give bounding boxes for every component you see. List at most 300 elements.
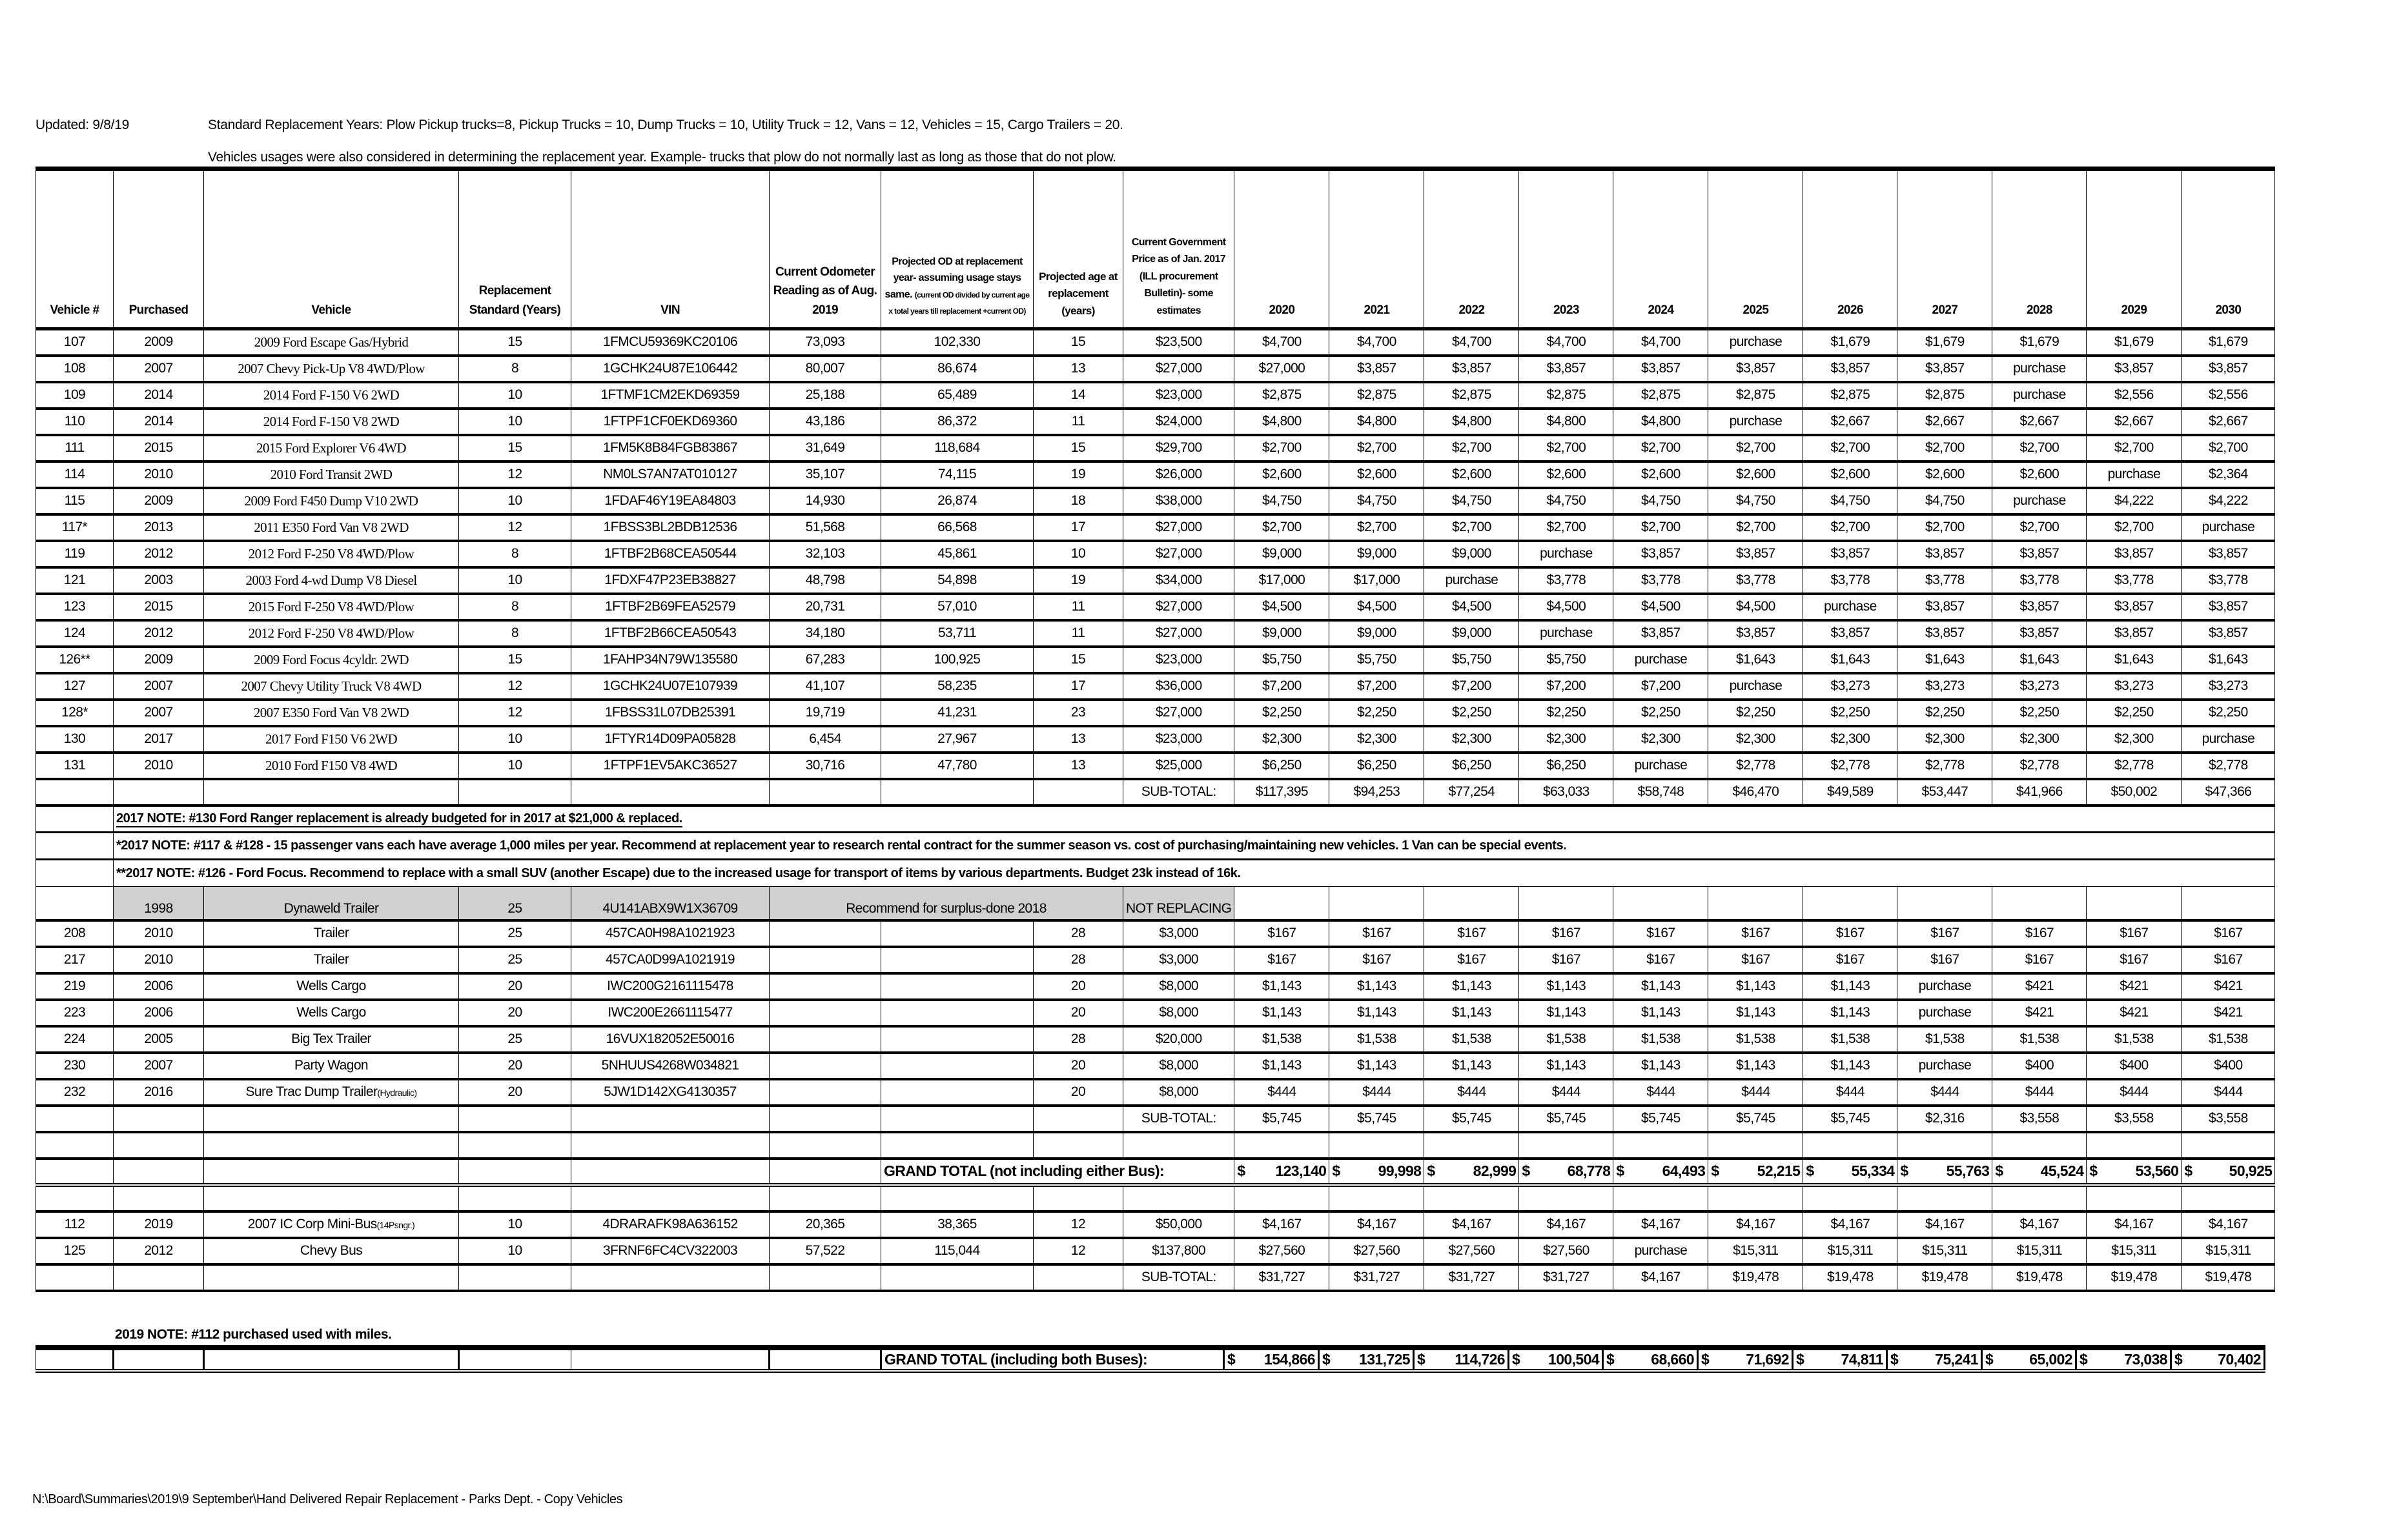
col-year-2021: 2021: [1329, 169, 1424, 329]
cell-2024: $4,700: [1613, 329, 1708, 356]
cell-2022: $4,800: [1424, 409, 1519, 435]
vehicle-row: [36, 753, 2275, 779]
cell-2030: $444: [2182, 1079, 2275, 1106]
cell-2025: $4,167: [1708, 1211, 1803, 1238]
cell-2022: $1,143: [1424, 1000, 1519, 1026]
cell-2028: $3,558: [1992, 1106, 2087, 1132]
cell-2024: $1,143: [1613, 973, 1708, 1000]
current-odometer: 20,731: [770, 594, 881, 620]
replacement-standard: 8: [459, 594, 571, 620]
vehicle-name-text: Big Tex Trailer: [291, 1031, 371, 1046]
grand-total-value: 123,140: [1275, 1162, 1327, 1179]
cell-2030: $3,273: [2182, 673, 2275, 700]
vehicle-name: [204, 594, 459, 620]
vehicle-name: [204, 435, 459, 461]
col-year-2026: 2026: [1803, 169, 1897, 329]
cell-2027: $3,857: [1897, 594, 1992, 620]
cell-2023: [1519, 1132, 1613, 1159]
cell-2027: [1897, 1185, 1992, 1211]
purchased-year: 2016: [114, 1079, 204, 1106]
cell-2022: $5,745: [1424, 1106, 1519, 1132]
current-odometer: 41,107: [770, 673, 881, 700]
cell-2024: [1613, 1132, 1708, 1159]
grand-total-2026: [1803, 1159, 1897, 1185]
cell-2027: $1,679: [1897, 329, 1992, 356]
replacement-standard: 10: [459, 567, 571, 594]
empty-cell: [204, 1185, 459, 1211]
cell-2021: $4,800: [1329, 409, 1424, 435]
empty-cell: [36, 860, 114, 887]
col-projected-age: Projected age at replacement (years): [1034, 169, 1123, 329]
vin: 1FTBF2B66CEA50543: [571, 620, 770, 647]
vehicle-name: [204, 673, 459, 700]
empty-cell: [571, 1348, 770, 1371]
cell-2023: $4,167: [1519, 1211, 1613, 1238]
cell-2022: purchase: [1424, 567, 1519, 594]
cell-2023: $444: [1519, 1079, 1613, 1106]
vehicle-name: [204, 567, 459, 594]
surplus-remark: Recommend for surplus-done 2018: [770, 887, 1123, 920]
cell-2030: $2,700: [2182, 435, 2275, 461]
vehicle-number: 108: [36, 356, 114, 382]
cell-2024: $2,600: [1613, 461, 1708, 488]
replacement-standard: 10: [459, 382, 571, 409]
cell-2027: [1897, 1132, 1992, 1159]
cell-2020: $167: [1234, 947, 1329, 973]
replacement-standard: 10: [459, 726, 571, 753]
projected-odometer: [881, 947, 1034, 973]
projected-odometer: 41,231: [881, 700, 1034, 726]
cell-2030: $400: [2182, 1053, 2275, 1079]
purchased-year: 2006: [114, 973, 204, 1000]
cell-2026: $2,778: [1803, 753, 1897, 779]
empty-cell: [459, 1159, 571, 1185]
government-price: $34,000: [1123, 567, 1234, 594]
empty-cell: [204, 1159, 459, 1185]
cell-2027: $444: [1897, 1079, 1992, 1106]
cell-2021: $167: [1329, 947, 1424, 973]
note-row: [36, 860, 2275, 887]
cell-2020: $1,143: [1234, 1000, 1329, 1026]
empty-cell: [36, 779, 114, 805]
cell-2029: $1,538: [2087, 1026, 2182, 1053]
note-content: 2017 NOTE: #130 Ford Ranger replacement is already budgeted for in 2017 at $21,000 & replaced.: [116, 811, 682, 827]
cell-2024: [1613, 1185, 1708, 1211]
cell-2023: $4,700: [1519, 329, 1613, 356]
cell-2028: $1,538: [1992, 1026, 2087, 1053]
current-odometer: 51,568: [770, 514, 881, 541]
cell-2025: $1,143: [1708, 1000, 1803, 1026]
vin: NM0LS7AN7AT010127: [571, 461, 770, 488]
cell-2024: $58,748: [1613, 779, 1708, 805]
vehicle-name-text: 2010 Ford F150 V8 4WD: [265, 757, 398, 773]
note-row: [36, 833, 2275, 860]
vin: 1FM5K8B84FGB83867: [571, 435, 770, 461]
cell-2028: $2,700: [1992, 514, 2087, 541]
vehicle-number: 224: [36, 1026, 114, 1053]
current-odometer: 6,454: [770, 726, 881, 753]
col-year-2030: 2030: [2182, 169, 2275, 329]
currency-symbol: $: [1606, 1351, 1615, 1368]
col-government-price: Current Government Price as of Jan. 2017 (ILL procurement Bulletin)- some estimates: [1123, 169, 1234, 329]
vehicle-number: 131: [36, 753, 114, 779]
empty-cell: [1034, 1185, 1123, 1211]
empty-cell: [571, 779, 770, 805]
government-price: $23,000: [1123, 382, 1234, 409]
cell-2023: $4,800: [1519, 409, 1613, 435]
replacement-standard: 8: [459, 620, 571, 647]
purchased-year: 2009: [114, 488, 204, 514]
replacement-standard: 20: [459, 1000, 571, 1026]
cell-2030: $421: [2182, 973, 2275, 1000]
cell-2021: $2,300: [1329, 726, 1424, 753]
cell-2029: $2,556: [2087, 382, 2182, 409]
vehicle-number: 219: [36, 973, 114, 1000]
grand-total-with-bus-2027: [1887, 1348, 1982, 1371]
replacement-standard: 25: [459, 920, 571, 947]
grand-total-with-bus-2022: [1414, 1348, 1509, 1371]
cell-2028: $15,311: [1992, 1238, 2087, 1264]
cell-2026: $19,478: [1803, 1264, 1897, 1291]
projected-odometer: [881, 1026, 1034, 1053]
updated-date: Updated: 9/8/19: [36, 117, 129, 132]
vehicle-row: [36, 461, 2275, 488]
current-odometer: [770, 920, 881, 947]
empty-cell: [459, 1185, 571, 1211]
currency-symbol: $: [1616, 1162, 1624, 1179]
replacement-standard: 25: [459, 887, 571, 920]
purchased-year: 2003: [114, 567, 204, 594]
purchased-year: 2019: [114, 1211, 204, 1238]
vehicle-name-text: 2014 Ford F-150 V6 2WD: [263, 387, 400, 403]
projected-odometer: 45,861: [881, 541, 1034, 567]
government-price: $8,000: [1123, 1000, 1234, 1026]
blank-row: [36, 1185, 2275, 1211]
cell-2025: $2,778: [1708, 753, 1803, 779]
empty-cell: [36, 887, 114, 920]
cell-2024: $1,143: [1613, 1053, 1708, 1079]
replacement-standards-text: Standard Replacement Years: Plow Pickup trucks=8, Pickup Trucks = 10, Dump Trucks = 10, Utility Truck = 12, Vans = 12, Vehicles = 15, Cargo Trailers = 20.: [208, 117, 1123, 132]
purchased-year: 2012: [114, 1238, 204, 1264]
cell-2024: $1,538: [1613, 1026, 1708, 1053]
empty-cell: [770, 1348, 881, 1371]
cell-2027: $53,447: [1897, 779, 1992, 805]
purchased-year: 2014: [114, 409, 204, 435]
vehicle-number: 114: [36, 461, 114, 488]
current-odometer: 73,093: [770, 329, 881, 356]
vehicle-name: [204, 1053, 459, 1079]
cell-2023: $3,778: [1519, 567, 1613, 594]
cell-2026: $3,857: [1803, 620, 1897, 647]
grand-total-2028: [1992, 1159, 2087, 1185]
vin: 1FTPF1CF0EKD69360: [571, 409, 770, 435]
cell-2028: $2,778: [1992, 753, 2087, 779]
vehicle-number: 110: [36, 409, 114, 435]
replacement-standard: 8: [459, 356, 571, 382]
cell-2030: purchase: [2182, 726, 2275, 753]
cell-2025: $2,600: [1708, 461, 1803, 488]
projected-age: 13: [1034, 356, 1123, 382]
cell-2025: [1708, 887, 1803, 920]
cell-2027: $2,250: [1897, 700, 1992, 726]
vehicle-row: [36, 673, 2275, 700]
cell-2027: [1897, 887, 1992, 920]
cell-2030: $2,778: [2182, 753, 2275, 779]
col-year-2027: 2027: [1897, 169, 1992, 329]
cell-2025: purchase: [1708, 409, 1803, 435]
cell-2024: $5,745: [1613, 1106, 1708, 1132]
cell-2020: $27,560: [1234, 1238, 1329, 1264]
cell-2020: $1,538: [1234, 1026, 1329, 1053]
vehicle-row: [36, 435, 2275, 461]
cell-2029: $3,857: [2087, 541, 2182, 567]
government-price: $8,000: [1123, 973, 1234, 1000]
cell-2021: $5,745: [1329, 1106, 1424, 1132]
cell-2029: $167: [2087, 920, 2182, 947]
vehicle-name: [204, 726, 459, 753]
replacement-status: NOT REPLACING: [1123, 887, 1234, 920]
currency-symbol: $: [1417, 1351, 1426, 1368]
replacement-standard: 10: [459, 1211, 571, 1238]
empty-cell: [770, 1264, 881, 1291]
replacement-standard: 15: [459, 329, 571, 356]
grand-total-value: 65,002: [2029, 1351, 2072, 1368]
vehicle-number: 123: [36, 594, 114, 620]
vehicle-number: 217: [36, 947, 114, 973]
vehicle-name: [204, 620, 459, 647]
cell-2026: $4,750: [1803, 488, 1897, 514]
cell-2024: $167: [1613, 920, 1708, 947]
cell-2023: $3,857: [1519, 356, 1613, 382]
cell-2023: $4,750: [1519, 488, 1613, 514]
cell-2026: $167: [1803, 947, 1897, 973]
cell-2020: $1,143: [1234, 1053, 1329, 1079]
cell-2029: $167: [2087, 947, 2182, 973]
cell-2022: $77,254: [1424, 779, 1519, 805]
cell-2020: $4,500: [1234, 594, 1329, 620]
cell-2029: $2,250: [2087, 700, 2182, 726]
cell-2021: [1329, 1185, 1424, 1211]
grand-total-with-bus-2024: [1603, 1348, 1698, 1371]
cell-2024: $2,700: [1613, 514, 1708, 541]
cell-2021: $94,253: [1329, 779, 1424, 805]
cell-2026: $4,167: [1803, 1211, 1897, 1238]
cell-2030: [2182, 887, 2275, 920]
empty-cell: [204, 779, 459, 805]
cell-2024: $2,300: [1613, 726, 1708, 753]
vehicle-name-text: 2007 E350 Ford Van V8 2WD: [253, 704, 409, 720]
grand-total-with-bus-2025: [1698, 1348, 1793, 1371]
currency-symbol: $: [1237, 1162, 1245, 1179]
cell-2021: $9,000: [1329, 541, 1424, 567]
cell-2021: $2,700: [1329, 435, 1424, 461]
cell-2027: purchase: [1897, 1000, 1992, 1026]
purchased-year: 2007: [114, 673, 204, 700]
cell-2025: $3,857: [1708, 620, 1803, 647]
grand-total-with-bus-2021: [1319, 1348, 1414, 1371]
cell-2020: $4,750: [1234, 488, 1329, 514]
replacement-standard: 10: [459, 1238, 571, 1264]
cell-2029: $2,700: [2087, 435, 2182, 461]
cell-2020: $167: [1234, 920, 1329, 947]
empty-cell: [36, 1348, 114, 1371]
cell-2028: purchase: [1992, 382, 2087, 409]
empty-cell: [1034, 1132, 1123, 1159]
vehicle-row: [36, 541, 2275, 567]
empty-cell: [204, 1348, 459, 1371]
cell-2030: $2,364: [2182, 461, 2275, 488]
vehicle-row: [36, 329, 2275, 356]
cell-2022: $3,857: [1424, 356, 1519, 382]
projected-odometer: 57,010: [881, 594, 1034, 620]
projected-odometer: 65,489: [881, 382, 1034, 409]
projected-age: 15: [1034, 647, 1123, 673]
vin: 1FDXF47P23EB38827: [571, 567, 770, 594]
col-projected-od: [881, 169, 1034, 329]
col-year-2029: 2029: [2087, 169, 2182, 329]
empty-cell: [770, 1106, 881, 1132]
empty-cell: [36, 1106, 114, 1132]
cell-2026: [1803, 1132, 1897, 1159]
cell-2020: $31,727: [1234, 1264, 1329, 1291]
cell-2020: $6,250: [1234, 753, 1329, 779]
cell-2021: $31,727: [1329, 1264, 1424, 1291]
grand-total-value: 74,811: [1841, 1351, 1883, 1368]
cell-2021: $4,500: [1329, 594, 1424, 620]
cell-2027: purchase: [1897, 1053, 1992, 1079]
cell-2027: $2,778: [1897, 753, 1992, 779]
cell-2025: $15,311: [1708, 1238, 1803, 1264]
projected-age: 11: [1034, 620, 1123, 647]
grand-total-value: 45,524: [2040, 1162, 2084, 1179]
empty-cell: [571, 1106, 770, 1132]
grand-total-with-bus-2028: [1982, 1348, 2076, 1371]
currency-symbol: $: [2080, 1351, 2088, 1368]
grand-total-with-bus-2026: [1793, 1348, 1887, 1371]
vehicle-name: [204, 1211, 459, 1238]
cell-2025: $3,857: [1708, 541, 1803, 567]
purchased-year: 2010: [114, 461, 204, 488]
vehicle-name-text: 2009 Ford Focus 4cyldr. 2WD: [254, 651, 409, 667]
cell-2024: purchase: [1613, 647, 1708, 673]
cell-2026: $444: [1803, 1079, 1897, 1106]
empty-cell: [114, 779, 204, 805]
currency-symbol: $: [1701, 1351, 1710, 1368]
government-price: $23,000: [1123, 647, 1234, 673]
cell-2026: $2,667: [1803, 409, 1897, 435]
cell-2029: $15,311: [2087, 1238, 2182, 1264]
empty-cell: [204, 1106, 459, 1132]
vehicle-row: [36, 409, 2275, 435]
vehicle-number: 128*: [36, 700, 114, 726]
cell-2028: [1992, 1185, 2087, 1211]
government-price: $25,000: [1123, 753, 1234, 779]
cell-2022: [1424, 887, 1519, 920]
empty-cell: [459, 779, 571, 805]
government-price: $23,500: [1123, 329, 1234, 356]
current-odometer: 19,719: [770, 700, 881, 726]
projected-odometer: [881, 920, 1034, 947]
vehicle-name: [204, 920, 459, 947]
cell-2027: $3,273: [1897, 673, 1992, 700]
empty-cell: [459, 1348, 571, 1371]
cell-2024: purchase: [1613, 753, 1708, 779]
currency-symbol: $: [1227, 1351, 1236, 1368]
vehicle-name-text: 2007 IC Corp Mini-Bus: [247, 1217, 377, 1231]
vehicle-number: 109: [36, 382, 114, 409]
vin: 3FRNF6FC4CV322003: [571, 1238, 770, 1264]
grand-total-2027: [1897, 1159, 1992, 1185]
grand-total-label: GRAND TOTAL (including both Buses):: [881, 1348, 1224, 1371]
cell-2028: [1992, 887, 2087, 920]
currency-symbol: $: [1806, 1162, 1814, 1179]
cell-2021: $4,700: [1329, 329, 1424, 356]
projected-odometer: 53,711: [881, 620, 1034, 647]
cell-2026: [1803, 1185, 1897, 1211]
empty-cell: [36, 1159, 114, 1185]
note-text: [114, 833, 2275, 860]
cell-2023: $2,700: [1519, 514, 1613, 541]
currency-symbol: $: [1512, 1351, 1520, 1368]
grand-total-value: 114,726: [1455, 1351, 1505, 1368]
replacement-standard: 12: [459, 461, 571, 488]
empty-cell: [114, 1132, 204, 1159]
grand-total-value: 75,241: [1935, 1351, 1978, 1368]
cell-2022: [1424, 1132, 1519, 1159]
cell-2028: $19,478: [1992, 1264, 2087, 1291]
vehicle-number: 230: [36, 1053, 114, 1079]
cell-2026: $1,143: [1803, 973, 1897, 1000]
vehicle-name-text: 2015 Ford F-250 V8 4WD/Plow: [248, 598, 414, 614]
current-odometer: [770, 1026, 881, 1053]
currency-symbol: $: [2174, 1351, 2183, 1368]
government-price: $27,000: [1123, 594, 1234, 620]
vin: 1GCHK24U07E107939: [571, 673, 770, 700]
empty-cell: [881, 1132, 1034, 1159]
vehicle-name: [204, 1238, 459, 1264]
current-odometer: 43,186: [770, 409, 881, 435]
replacement-standard: 15: [459, 647, 571, 673]
cell-2027: $2,700: [1897, 435, 1992, 461]
cell-2025: $19,478: [1708, 1264, 1803, 1291]
purchased-year: 2007: [114, 1053, 204, 1079]
vehicle-number: 124: [36, 620, 114, 647]
cell-2027: purchase: [1897, 973, 1992, 1000]
cell-2027: $2,875: [1897, 382, 1992, 409]
vehicle-name: [204, 488, 459, 514]
projected-age: 17: [1034, 514, 1123, 541]
cell-2025: [1708, 1132, 1803, 1159]
cell-2027: $2,600: [1897, 461, 1992, 488]
cell-2030: $1,679: [2182, 329, 2275, 356]
cell-2020: $1,143: [1234, 973, 1329, 1000]
projected-odometer: 86,372: [881, 409, 1034, 435]
cell-2025: $46,470: [1708, 779, 1803, 805]
vehicle-name: [204, 1026, 459, 1053]
cell-2024: $3,778: [1613, 567, 1708, 594]
cell-2022: $27,560: [1424, 1238, 1519, 1264]
projected-odometer: [881, 973, 1034, 1000]
cell-2030: $167: [2182, 947, 2275, 973]
cell-2025: $4,750: [1708, 488, 1803, 514]
cell-2026: $5,745: [1803, 1106, 1897, 1132]
grand-total-value: 100,504: [1548, 1351, 1599, 1368]
cell-2024: $1,143: [1613, 1000, 1708, 1026]
grand-total-value: 99,998: [1378, 1162, 1422, 1179]
empty-cell: [1123, 1132, 1234, 1159]
cell-2023: $1,143: [1519, 973, 1613, 1000]
cell-2028: $421: [1992, 973, 2087, 1000]
